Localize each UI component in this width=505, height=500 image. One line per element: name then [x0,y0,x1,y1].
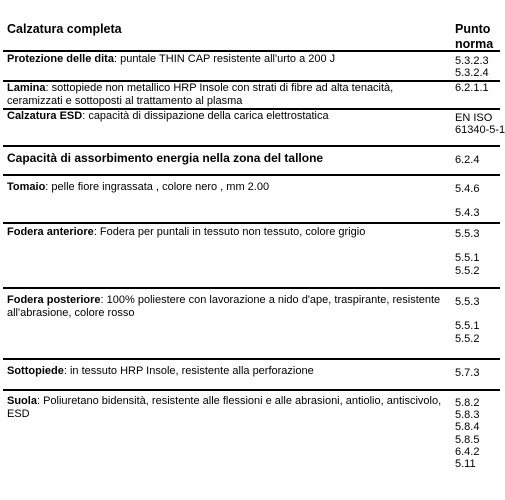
norm-code: 5.5.2 [455,332,480,345]
norm-header-line1: Punto [455,22,491,36]
spec-text: : Fodera per puntali in tessuto non tessuto, colore grigio [93,226,366,238]
norm-code: 6.2.4 [455,154,480,166]
norm-code: 5.5.2 [455,264,480,277]
norm-code: 5.7.3 [455,367,480,379]
norm-code: 5.3.2.4 [455,67,489,80]
norm-codes [455,82,500,94]
spec-description [7,181,447,194]
norm-column-header [455,22,493,52]
spec-description [7,152,447,165]
spec-text: : Poliuretano bidensità, resistente alle flessioni e alle abrasioni, antiolio, antiscivolo, ESD [7,395,442,420]
norm-codes [455,154,500,166]
norm-code: 5.8.3 [455,409,480,422]
spec-label: Fodera posteriore [7,294,101,306]
norm-code: 5.3.2.3 [455,55,489,67]
table-title: Calzatura completa [7,22,122,36]
row-divider [3,287,500,289]
norm-codes [455,183,500,220]
spec-label: Fodera anteriore [7,226,94,238]
spec-description [7,82,447,108]
norm-code: 6.2.1.1 [455,82,489,94]
row-divider [3,50,500,52]
spec-label: Tomaio [7,181,46,193]
spec-text: : pelle fiore ingrassata , colore nero , mm 2.00 [45,181,270,193]
spec-label: Capacità di assorbimento energia nella zona del tallone [7,151,324,165]
row-divider [3,145,500,147]
norm-code: 6.4.2 [455,445,480,458]
norm-codes [455,228,500,277]
spec-text: : sottopiede non metallico HRP Insole con strati di fibre ad alta tenacità, ceramizzati e sottoposti al trattamento al plasma [7,82,394,107]
norm-code: 5.8.2 [455,397,480,409]
norm-code: 5.4.6 [455,183,480,195]
norm-code: 5.8.4 [455,421,480,434]
spec-text: : in tessuto HRP Insole, resistente alla perforazione [63,365,314,377]
spec-text: : puntale THIN CAP resistente all'urto a 200 J [113,53,336,65]
spec-description [7,294,447,320]
spec-description [7,226,447,239]
norm-codes [455,112,505,137]
spec-label: Sottopiede [7,365,64,377]
norm-code: 5.5.1 [455,252,480,265]
row-divider [3,174,500,176]
spec-description [7,365,447,378]
norm-code: 5.5.3 [455,228,480,240]
norm-code: 5.11 [455,458,476,471]
row-divider [3,389,500,391]
spec-text: : capacità di dissipazione della carica elettrostatica [82,110,329,122]
spec-label: Lamina [7,82,46,94]
norm-codes [455,296,500,345]
norm-code: 5.8.5 [455,433,480,446]
spec-label: Protezione delle dita [7,53,114,65]
norm-codes [455,397,500,470]
spec-label: Calzatura ESD [7,110,83,122]
norm-code: 5.4.3 [455,207,480,220]
norm-header-line2: norma [455,37,494,51]
norm-code: 5.5.3 [455,296,480,308]
norm-code-spacer [455,195,500,207]
norm-code-spacer [455,240,500,252]
norm-code: 61340-5-1 [455,124,505,137]
norm-code: EN ISO [455,112,493,124]
row-divider [3,358,500,360]
norm-codes [455,55,500,79]
row-divider [3,222,500,224]
spec-description [7,395,447,421]
spec-text: : 100% poliestere con lavorazione a nido d'ape, traspirante, resistente all'abrasione, colore rosso [7,294,441,319]
spec-label: Suola [7,395,37,407]
norm-code-spacer [455,308,500,320]
spec-description [7,53,447,66]
norm-code: 5.5.1 [455,320,480,333]
spec-description [7,110,447,123]
norm-codes [455,367,500,379]
